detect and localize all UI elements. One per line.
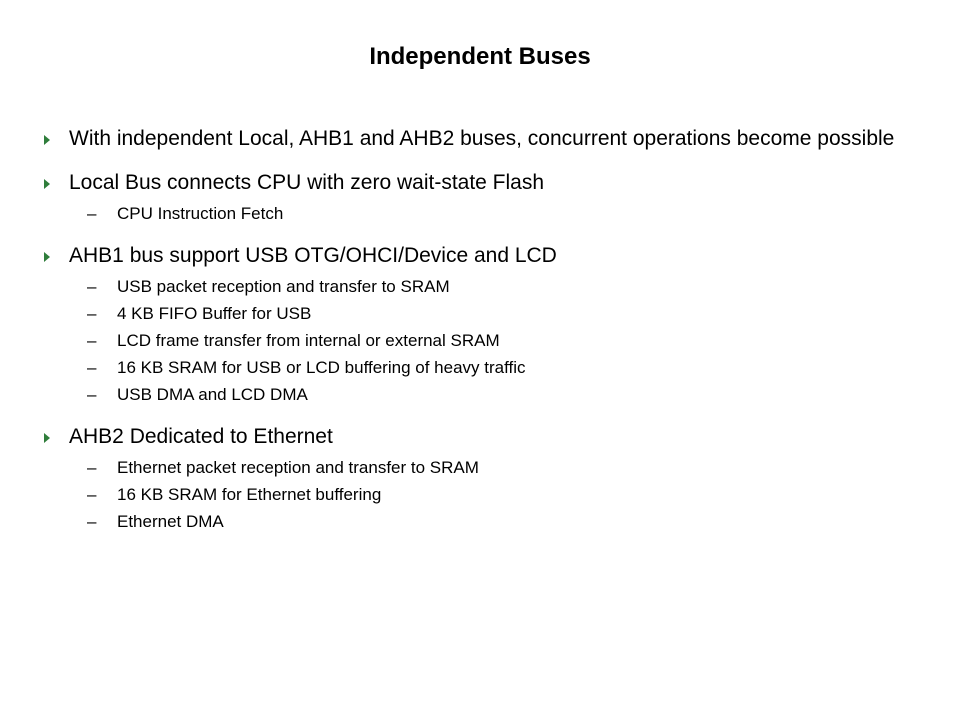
arrow-bullet-icon (44, 252, 50, 262)
sub-list (42, 454, 932, 535)
bullet-text: AHB1 bus support USB OTG/OHCI/Device and LCD (69, 244, 557, 267)
bullet-item (42, 168, 932, 227)
dash-bullet-icon: – (87, 331, 97, 350)
dash-bullet-icon: – (87, 458, 97, 477)
bullet-item (42, 241, 932, 408)
dash-bullet-icon: – (87, 512, 97, 531)
dash-bullet-icon: – (87, 204, 97, 223)
bullet-item (42, 124, 932, 154)
sub-item-text: Ethernet DMA (117, 512, 224, 531)
sub-item (42, 481, 932, 508)
sub-item-text: CPU Instruction Fetch (117, 204, 284, 223)
sub-list (42, 273, 932, 408)
sub-list (42, 200, 932, 227)
arrow-bullet-icon (44, 135, 50, 145)
sub-item-text: USB DMA and LCD DMA (117, 385, 308, 404)
sub-item-text: Ethernet packet reception and transfer to SRAM (117, 458, 479, 477)
dash-bullet-icon: – (87, 485, 97, 504)
sub-item (42, 454, 932, 481)
dash-bullet-icon: – (87, 304, 97, 323)
sub-item (42, 273, 932, 300)
sub-item-text: 16 KB SRAM for USB or LCD buffering of heavy traffic (117, 358, 526, 377)
bullet-list (42, 124, 932, 549)
sub-item-text: 4 KB FIFO Buffer for USB (117, 304, 312, 323)
slide-title: Independent Buses (369, 43, 591, 70)
sub-item (42, 327, 932, 354)
sub-item-text: LCD frame transfer from internal or external SRAM (117, 331, 500, 350)
sub-item-text: USB packet reception and transfer to SRAM (117, 277, 450, 296)
sub-item (42, 354, 932, 381)
sub-item-text: 16 KB SRAM for Ethernet buffering (117, 485, 382, 504)
arrow-bullet-icon (44, 433, 50, 443)
bullet-item (42, 422, 932, 535)
sub-item (42, 381, 932, 408)
bullet-text: AHB2 Dedicated to Ethernet (69, 425, 333, 448)
bullet-text: With independent Local, AHB1 and AHB2 buses, concurrent operations become possible (69, 127, 895, 150)
dash-bullet-icon: – (87, 358, 97, 377)
bullet-text: Local Bus connects CPU with zero wait-state Flash (69, 171, 545, 194)
dash-bullet-icon: – (87, 385, 97, 404)
sub-item (42, 200, 932, 227)
dash-bullet-icon: – (87, 277, 97, 296)
arrow-bullet-icon (44, 179, 50, 189)
sub-item (42, 508, 932, 535)
sub-item (42, 300, 932, 327)
